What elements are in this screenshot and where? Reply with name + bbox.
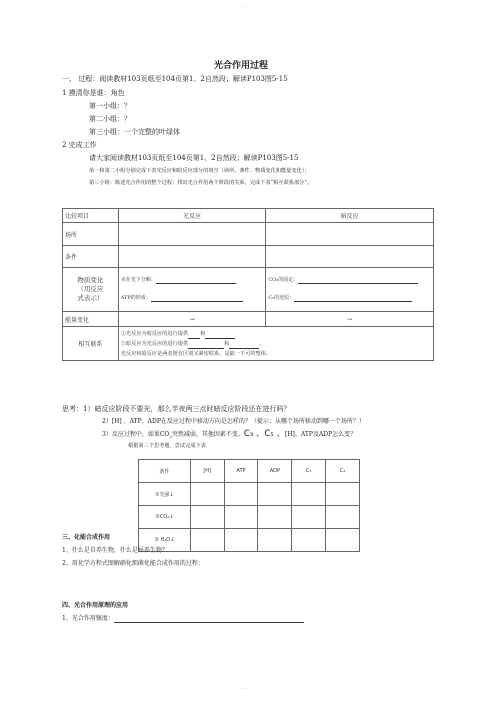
header-c5: C₅ bbox=[292, 460, 326, 483]
section4-q1-label: 1、光合作用强度： bbox=[62, 615, 114, 622]
energy-light-arrow: → bbox=[118, 312, 266, 327]
footer-mark: - - - bbox=[240, 686, 247, 691]
think-q3-sub: 2 bbox=[169, 434, 172, 440]
header-condition: 条件 bbox=[139, 460, 191, 483]
col-dark: 暗反应 bbox=[266, 209, 434, 223]
section4-heading: 四、光合作用原理的应用 bbox=[62, 602, 129, 609]
cell-input[interactable] bbox=[292, 506, 326, 529]
think-q1: 思考：1）暗反应阶段不要光，那么半夜两三点时暗反应阶段还在进行吗？ bbox=[62, 405, 291, 413]
row-relation: 相互联系 bbox=[63, 327, 119, 361]
think-q3-d: [H]、ATP及ADP怎么变？ bbox=[284, 431, 357, 438]
cell-condition-light bbox=[118, 246, 266, 268]
relation2-text: ②暗反应为光反应的进行提供 bbox=[120, 340, 189, 347]
section1-item1: 1 摸清你是谁：角色 bbox=[62, 89, 125, 97]
cell-input[interactable] bbox=[326, 529, 360, 552]
relation1-and: 和 bbox=[200, 330, 206, 337]
header-atp: ATP bbox=[224, 460, 258, 483]
c3-blank[interactable] bbox=[294, 295, 412, 302]
col-compare: 比较项目 bbox=[63, 209, 119, 223]
think-q3-a: 3）反应过程中，如果CO bbox=[102, 431, 170, 438]
header-adp: ADP bbox=[258, 460, 292, 483]
cell-place-light bbox=[118, 223, 266, 246]
section3-q2: 2、用化学方程式图解硝化细菌化能合成作用的过程： bbox=[62, 560, 204, 567]
relation2-end: 。 bbox=[259, 340, 265, 347]
relation1-text: ①光反应为暗反应的进行提供 bbox=[120, 330, 189, 337]
relation2-blank-a[interactable] bbox=[188, 342, 224, 349]
header-h: [H] bbox=[190, 460, 224, 483]
co2-blank[interactable] bbox=[298, 277, 418, 284]
section1-item2: 2 完成工作 bbox=[62, 141, 97, 149]
row-energy: 能量变化 bbox=[63, 312, 119, 327]
cell-input[interactable] bbox=[258, 529, 292, 552]
cell-input[interactable] bbox=[190, 506, 224, 529]
relation1-blank-a[interactable] bbox=[188, 332, 200, 339]
c3-label: C₃的还原： bbox=[268, 295, 295, 301]
instruction-line: 请大家阅读教材103页纸至104页第1、2自然段；解读P103图5-15 bbox=[89, 154, 299, 162]
note-groups12: 第一和第二小组分别完成下表光反应和暗反应部分的填空（场所、条件、物质变化和能量变化）； bbox=[89, 168, 310, 174]
row-condition: 条件 bbox=[63, 246, 119, 268]
relation2-and: 和 bbox=[224, 340, 230, 347]
think-q3 bbox=[102, 430, 356, 441]
think-q3-b: 突然减弱，其他因素不变。 bbox=[171, 431, 244, 438]
think-q3-c: C₃ 、C₅ 、 bbox=[243, 429, 285, 439]
think-hint: 根据第三个思考题，尝试完成下表 bbox=[128, 443, 206, 449]
co2-label: CO₂的固定： bbox=[268, 277, 299, 283]
comparison-table bbox=[62, 208, 434, 361]
row-light-weak: ①光强↓ bbox=[139, 483, 191, 506]
group2-line: 第二小组：？ bbox=[89, 115, 131, 123]
section4-q1 bbox=[62, 615, 304, 623]
cell-input[interactable] bbox=[224, 529, 258, 552]
section3-q1: 1、什么是自养生物，什么是异养生物？ bbox=[62, 547, 168, 554]
header-c3: C₃ bbox=[326, 460, 360, 483]
row-co2-weak: ②CO₂↓ bbox=[139, 506, 191, 529]
cell-input[interactable] bbox=[326, 483, 360, 506]
cell-matter-light bbox=[118, 268, 266, 312]
section3-heading: 三、化能合成作用 bbox=[62, 534, 111, 541]
cell-input[interactable] bbox=[258, 506, 292, 529]
cell-input[interactable] bbox=[326, 506, 360, 529]
group3-line: 第三小组：一个完整的叶绿体 bbox=[89, 128, 180, 136]
relation1-blank-b[interactable] bbox=[205, 332, 235, 339]
row-matter bbox=[63, 268, 119, 312]
row-h2o-weak: ③ H₂O↓ bbox=[139, 529, 191, 552]
relation3-text: 光反应和暗反应是两者既有区别又紧密联系，是缺一不可的整体。 bbox=[120, 350, 272, 357]
cell-input[interactable] bbox=[224, 483, 258, 506]
cell-relation bbox=[118, 327, 433, 361]
cell-place-dark bbox=[266, 223, 434, 246]
water-blank[interactable] bbox=[156, 277, 236, 284]
group1-line: 第一小组：？ bbox=[89, 102, 131, 110]
cell-condition-dark bbox=[266, 246, 434, 268]
page-title: 光合作用过程 bbox=[214, 61, 269, 71]
atp-label: ATP的形成： bbox=[120, 295, 151, 301]
row-matter-line3: 式表示） bbox=[77, 294, 104, 302]
change-table bbox=[138, 459, 360, 552]
relation2-blank-b[interactable] bbox=[229, 342, 259, 349]
col-light: 光反应 bbox=[118, 209, 266, 223]
cell-input[interactable] bbox=[292, 529, 326, 552]
row-matter-line2: （用反应 bbox=[77, 285, 104, 293]
cell-input[interactable] bbox=[292, 483, 326, 506]
row-matter-line1: 物质变化 bbox=[77, 276, 104, 284]
cell-input[interactable] bbox=[190, 529, 224, 552]
cell-input[interactable] bbox=[190, 483, 224, 506]
cell-input[interactable] bbox=[224, 506, 258, 529]
note-group3: 第三小组：陈述光合作用的整个过程；找出光合作用两个阶段的关系，完成下表“相互联系部分”。 bbox=[89, 180, 313, 186]
section1-heading: 一、 过程：阅读教材103页纸至104页第1、2自然段；解读P103图5-15 bbox=[62, 75, 288, 83]
row-place: 场所 bbox=[63, 223, 119, 246]
water-label: 水在光下分解： bbox=[120, 277, 156, 283]
think-q2: 2）[H] 、ATP、ADP在反应过程中移动方向是怎样的？（提示：从哪个场所移动到哪一个场所？） bbox=[102, 418, 365, 425]
energy-dark-arrow: → bbox=[266, 312, 434, 327]
section4-q1-blank[interactable] bbox=[114, 616, 304, 623]
header-mark: - - - bbox=[240, 4, 247, 9]
cell-input[interactable] bbox=[258, 483, 292, 506]
atp-blank[interactable] bbox=[151, 295, 243, 302]
cell-matter-dark bbox=[266, 268, 434, 312]
